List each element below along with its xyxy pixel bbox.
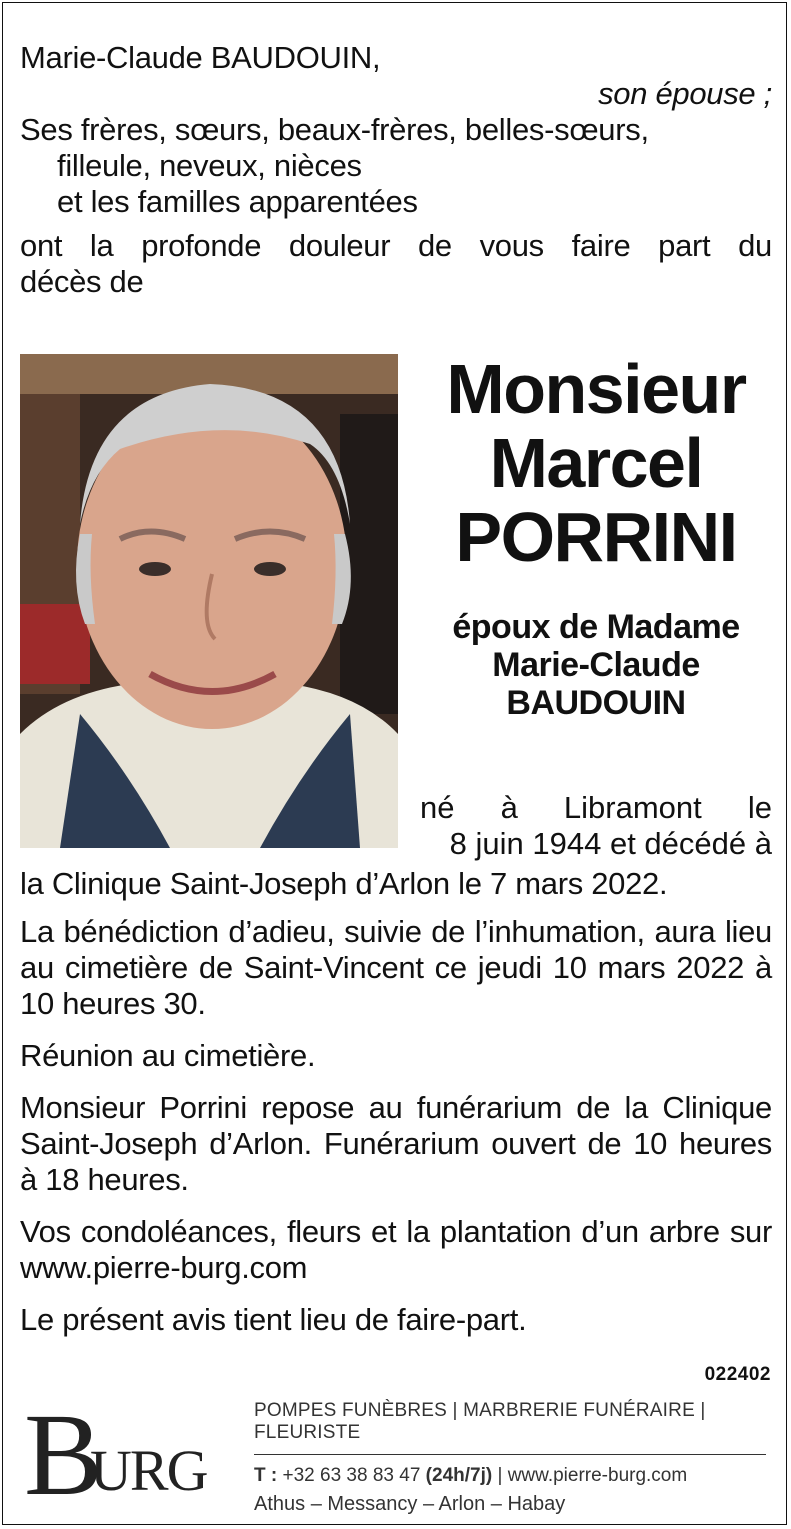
condolences-paragraph: Vos condoléances, fleurs et la plantation d’un arbre sur www.pierre-burg.com — [20, 1214, 772, 1285]
meeting-paragraph: Réunion au cimetière. — [20, 1038, 316, 1073]
funerarium-paragraph: Monsieur Porrini repose au funérarium de la Clinique Saint-Joseph d’Arlon. Funérarium ouvert de 10 heures à 18 heures. — [20, 1090, 772, 1197]
reference-number: 022402 — [704, 1364, 771, 1385]
relatives-line: filleule, neveux, nièces — [57, 148, 362, 183]
contact-separator: | — [497, 1465, 503, 1486]
deceased-name-block — [420, 352, 772, 722]
deceased-portrait — [20, 354, 398, 848]
birth-block — [420, 790, 772, 862]
services-line: POMPES FUNÈBRES | MARBRERIE FUNÉRAIRE | FLEURISTE — [254, 1400, 766, 1455]
phone-number[interactable]: +32 63 38 83 47 — [282, 1465, 421, 1486]
portrait-illustration — [20, 354, 398, 848]
deceased-first-name: Marcel — [489, 424, 703, 502]
death-place-line: la Clinique Saint-Joseph d’Arlon le 7 mars 2022. — [20, 866, 668, 901]
deceased-title: Monsieur — [446, 350, 746, 428]
header-text — [20, 40, 772, 300]
birth-line-1: né à Libramont le — [420, 790, 772, 825]
burg-logo-mark — [24, 1394, 224, 1504]
phone-label: T : — [254, 1465, 278, 1486]
announcement-line: ont la profonde douleur de vous faire part du — [20, 228, 772, 263]
notice-paragraph: Le présent avis tient lieu de faire-part. — [20, 1302, 527, 1337]
spouse-line-2: Marie-Claude — [492, 646, 700, 684]
phone-hours: (24h/7j) — [425, 1465, 493, 1486]
families-line: et les familles apparentées — [57, 184, 418, 219]
obituary-body — [20, 866, 772, 1338]
spouse-block — [420, 608, 772, 722]
spouse-name: Marie-Claude BAUDOUIN, — [20, 40, 381, 75]
spouse-line-3: BAUDOUIN — [506, 684, 686, 722]
announcement-line-end: décès de — [20, 264, 144, 299]
ceremony-paragraph: La bénédiction d’adieu, suivie de l’inhumation, aura lieu au cimetière de Saint-Vincent ce jeudi 10 mars 2022 à 10 heures 30. — [20, 914, 772, 1021]
deceased-last-name: PORRINI — [455, 498, 737, 576]
siblings-line: Ses frères, sœurs, beaux-frères, belles-sœurs, — [20, 112, 649, 147]
footer-website-link[interactable]: www.pierre-burg.com — [507, 1465, 688, 1486]
locations-line: Athus – Messancy – Arlon – Habay — [254, 1493, 566, 1515]
contact-line — [254, 1465, 766, 1487]
spouse-line-1: époux de Madame — [452, 608, 740, 646]
burg-logo — [24, 1394, 224, 1504]
funeral-home-footer — [254, 1400, 766, 1516]
logo-letters-urg: URG — [90, 1438, 207, 1503]
logo-letter-b: B — [24, 1394, 103, 1504]
spouse-role: son épouse ; — [598, 76, 772, 111]
birth-line-2: 8 juin 1944 et décédé à — [449, 826, 772, 861]
